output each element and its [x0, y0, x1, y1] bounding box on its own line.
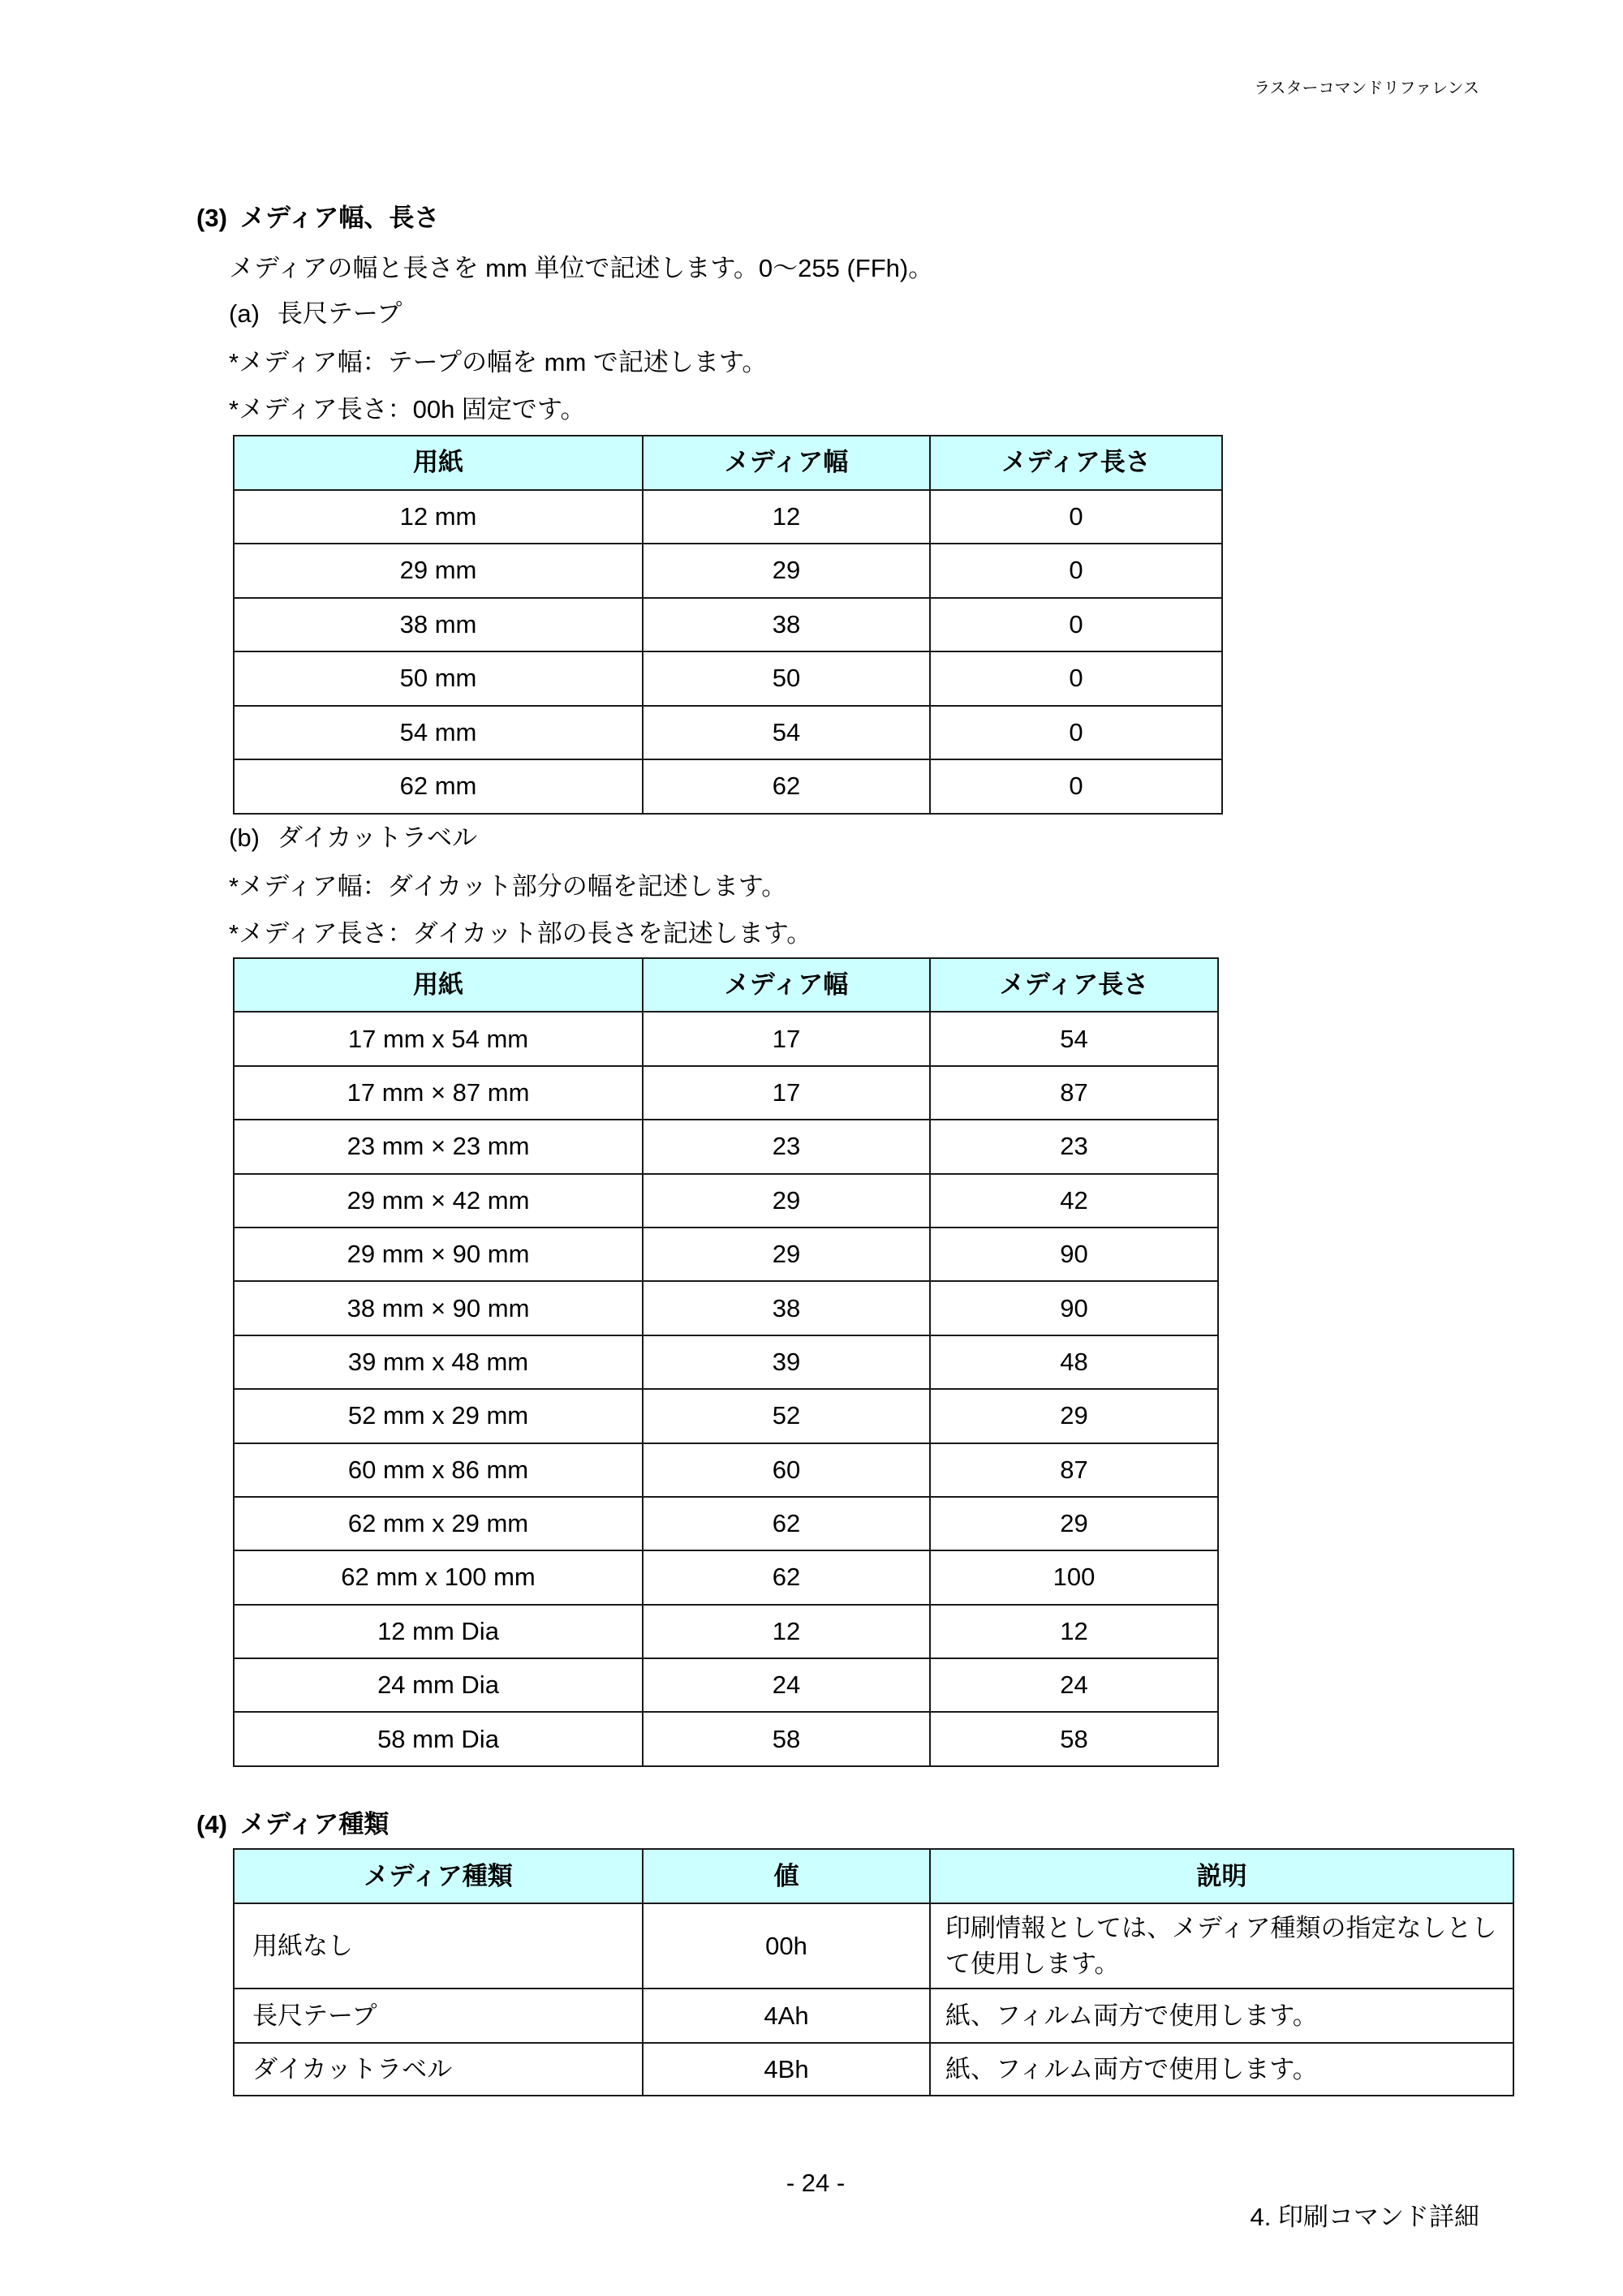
- table-row: [234, 759, 1222, 814]
- paper-size-cell: 29 mm × 42 mm: [234, 1174, 643, 1228]
- media-length-cell: 0: [930, 490, 1222, 544]
- page-number: - 24 -: [786, 2169, 846, 2197]
- paper-size-cell: 12 mm: [234, 490, 643, 544]
- paper-size-cell: 58 mm Dia: [234, 1712, 643, 1765]
- table-row: [234, 544, 1222, 598]
- media-length-cell: 87: [930, 1066, 1218, 1120]
- media-length-cell: 29: [930, 1497, 1218, 1550]
- media-type-table: [233, 1848, 1514, 2096]
- media-width-cell: 38: [643, 1281, 930, 1335]
- section-3-heading: [196, 202, 439, 234]
- media-width-cell: 12: [643, 490, 930, 544]
- media-type-cell: 用紙なし: [234, 1903, 643, 1989]
- table-row: [234, 706, 1222, 760]
- table-row: [234, 490, 1222, 544]
- paper-size-cell: 52 mm x 29 mm: [234, 1389, 643, 1443]
- table-row: [234, 1228, 1218, 1281]
- note-media-length: *メディア長さ：00h 固定です。: [229, 395, 586, 424]
- section-4-heading: [196, 1808, 389, 1841]
- table-row: [234, 651, 1222, 706]
- paper-column-header: 用紙: [234, 958, 643, 1012]
- chapter-footer: 4. 印刷コマンド詳細: [1250, 2203, 1479, 2231]
- table-row: [234, 2043, 1513, 2096]
- media-width-cell: 52: [643, 1389, 930, 1443]
- table-row: [234, 1550, 1218, 1604]
- media-length-cell: 100: [930, 1550, 1218, 1604]
- paper-size-cell: 54 mm: [234, 706, 643, 760]
- media-width-column-header: メディア幅: [643, 958, 930, 1012]
- table-row: [234, 1605, 1218, 1658]
- media-width-cell: 24: [643, 1658, 930, 1712]
- section-number: (3): [196, 204, 227, 232]
- media-length-cell: 0: [930, 759, 1222, 814]
- table-row: [234, 1335, 1218, 1389]
- value-cell: 4Bh: [643, 2043, 930, 2096]
- paper-size-cell: 12 mm Dia: [234, 1605, 643, 1658]
- table-row: [234, 598, 1222, 652]
- media-type-column-header: メディア種類: [234, 1849, 643, 1903]
- subsection-title: ダイカットラベル: [277, 823, 478, 852]
- note-media-width: *メディア幅：テープの幅を mm で記述します。: [229, 348, 768, 376]
- description-cell: 印刷情報としては、メディア種類の指定なしとして使用します。: [930, 1903, 1513, 1989]
- description-cell: 紙、フィルム両方で使用します。: [930, 1989, 1513, 2043]
- media-length-cell: 12: [930, 1605, 1218, 1658]
- media-length-cell: 0: [930, 598, 1222, 652]
- media-length-cell: 42: [930, 1174, 1218, 1228]
- subsection-label: (b): [229, 823, 260, 852]
- paper-size-cell: 17 mm x 54 mm: [234, 1012, 643, 1065]
- media-width-cell: 17: [643, 1012, 930, 1065]
- media-length-cell: 54: [930, 1012, 1218, 1065]
- table-header-row: [234, 958, 1218, 1012]
- media-width-cell: 29: [643, 1174, 930, 1228]
- table-row: [234, 1066, 1218, 1120]
- subsection-label: (a): [229, 299, 260, 328]
- note-media-length: *メディア長さ：ダイカット部の長さを記述します。: [229, 919, 812, 948]
- paper-column-header: 用紙: [234, 436, 643, 490]
- media-length-column-header: メディア長さ: [930, 436, 1222, 490]
- table-row: [234, 1712, 1218, 1765]
- media-length-cell: 0: [930, 651, 1222, 706]
- table-row: [234, 1443, 1218, 1497]
- note-media-width: *メディア幅：ダイカット部分の幅を記述します。: [229, 872, 787, 901]
- paper-size-cell: 60 mm x 86 mm: [234, 1443, 643, 1497]
- section-title: メディア種類: [239, 1810, 390, 1838]
- media-width-cell: 62: [643, 1550, 930, 1604]
- subsection-a-heading: [229, 298, 402, 330]
- table-row: [234, 1174, 1218, 1228]
- paper-size-cell: 62 mm x 29 mm: [234, 1497, 643, 1550]
- paper-size-cell: 38 mm: [234, 598, 643, 652]
- media-length-cell: 58: [930, 1712, 1218, 1765]
- media-length-cell: 90: [930, 1228, 1218, 1281]
- paper-size-cell: 29 mm × 90 mm: [234, 1228, 643, 1281]
- media-width-cell: 58: [643, 1712, 930, 1765]
- paper-size-cell: 17 mm × 87 mm: [234, 1066, 643, 1120]
- value-cell: 00h: [643, 1903, 930, 1989]
- media-length-cell: 0: [930, 544, 1222, 598]
- table-row: [234, 1658, 1218, 1712]
- media-width-cell: 39: [643, 1335, 930, 1389]
- table-header-row: [234, 436, 1222, 490]
- media-width-cell: 38: [643, 598, 930, 652]
- table-row: [234, 1989, 1513, 2043]
- table-row: [234, 1012, 1218, 1065]
- subsection-title: 長尺テープ: [277, 299, 403, 328]
- media-width-cell: 17: [643, 1066, 930, 1120]
- table-row: [234, 1120, 1218, 1173]
- media-length-cell: 87: [930, 1443, 1218, 1497]
- paper-size-cell: 50 mm: [234, 651, 643, 706]
- paper-size-cell: 38 mm × 90 mm: [234, 1281, 643, 1335]
- media-type-cell: ダイカットラベル: [234, 2043, 643, 2096]
- paper-size-cell: 39 mm x 48 mm: [234, 1335, 643, 1389]
- table-row: [234, 1281, 1218, 1335]
- paper-size-cell: 62 mm: [234, 759, 643, 814]
- media-length-cell: 48: [930, 1335, 1218, 1389]
- section-title: メディア幅、長さ: [239, 204, 440, 232]
- media-length-cell: 0: [930, 706, 1222, 760]
- media-length-column-header: メディア長さ: [930, 958, 1218, 1012]
- media-width-cell: 62: [643, 759, 930, 814]
- die-cut-label-table: [233, 957, 1219, 1767]
- media-length-cell: 24: [930, 1658, 1218, 1712]
- value-column-header: 値: [643, 1849, 930, 1903]
- paper-size-cell: 23 mm × 23 mm: [234, 1120, 643, 1173]
- media-length-cell: 29: [930, 1389, 1218, 1443]
- media-length-cell: 90: [930, 1281, 1218, 1335]
- media-width-cell: 54: [643, 706, 930, 760]
- table-row: [234, 1903, 1513, 1989]
- subsection-b-heading: [229, 822, 477, 854]
- media-width-cell: 62: [643, 1497, 930, 1550]
- media-width-column-header: メディア幅: [643, 436, 930, 490]
- description-column-header: 説明: [930, 1849, 1513, 1903]
- paper-size-cell: 24 mm Dia: [234, 1658, 643, 1712]
- media-length-cell: 23: [930, 1120, 1218, 1173]
- continuous-tape-table: [233, 435, 1223, 815]
- media-width-cell: 29: [643, 544, 930, 598]
- table-row: [234, 1497, 1218, 1550]
- table-row: [234, 1389, 1218, 1443]
- media-width-cell: 23: [643, 1120, 930, 1173]
- description-cell: 紙、フィルム両方で使用します。: [930, 2043, 1513, 2096]
- media-width-cell: 29: [643, 1228, 930, 1281]
- media-width-cell: 12: [643, 1605, 930, 1658]
- running-header: ラスターコマンドリファレンス: [1254, 80, 1479, 97]
- value-cell: 4Ah: [643, 1989, 930, 2043]
- media-width-cell: 50: [643, 651, 930, 706]
- paper-size-cell: 62 mm x 100 mm: [234, 1550, 643, 1604]
- media-type-cell: 長尺テープ: [234, 1989, 643, 2043]
- media-width-cell: 60: [643, 1443, 930, 1497]
- paper-size-cell: 29 mm: [234, 544, 643, 598]
- table-header-row: [234, 1849, 1513, 1903]
- section-3-intro: メディアの幅と長さを mm 単位で記述します。0〜255 (FFh)。: [229, 254, 934, 282]
- section-number: (4): [196, 1810, 227, 1838]
